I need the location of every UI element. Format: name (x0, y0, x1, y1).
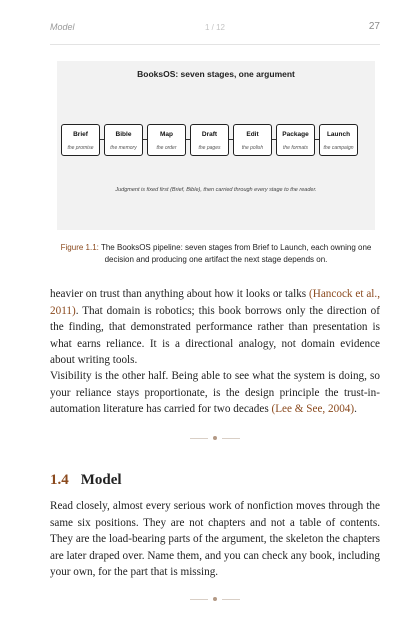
ornament-line (190, 438, 208, 439)
citation-link[interactable]: (Lee & See, 2004) (271, 403, 355, 415)
section-heading (50, 472, 122, 489)
paragraph-text: . (354, 403, 357, 415)
stage-name: Launch (326, 131, 351, 138)
body-paragraph: Read closely, almost every serious work of nonfiction moves through the same six positions. They are not chapters and not a table of contents. They are the load-bearing parts of the argument, the skeleton the chapters are later draped over. Name them, and you can check any book, including your own, for the part that is missing. (50, 500, 380, 578)
figure-label: Figure 1.1: (60, 243, 99, 252)
section-ornament (0, 595, 420, 604)
stage-name: Edit (246, 131, 259, 138)
stage-artifact: the campaign (323, 145, 354, 151)
body-paragraph (50, 368, 380, 418)
stage-map (147, 124, 186, 156)
stage-package (276, 124, 315, 156)
stage-edit (233, 124, 272, 156)
paragraph-text: . That domain is robotics; this book borrows only the direction of the finding, that demonstrated performance rather than presentation is what earns reliance. It is a directional analogy, not domain evidence about writing tools. (50, 304, 380, 366)
paragraph-text: heavier on trust than anything about how it looks or talks (50, 288, 310, 300)
stage-artifact: the memory (110, 145, 137, 151)
ornament-line (190, 599, 208, 600)
stage-name: Bible (115, 131, 132, 138)
page-number: 27 (368, 21, 380, 32)
citation-link[interactable]: (Hancock et al., 2011) (50, 288, 380, 317)
caption-text: The BooksOS pipeline: seven stages from Brief to Launch, each owning one decision and producing one artifact the next stage depends on. (98, 243, 372, 264)
figure-note: Judgment is fixed first (Brief, Bible), then carried through every stage to the reader. (115, 187, 317, 193)
stage-name: Package (282, 131, 309, 138)
stage-artifact: the formats (282, 145, 308, 151)
section-number: 1.4 (50, 472, 69, 488)
stage-name: Draft (201, 131, 218, 138)
running-header-title: Model (50, 22, 75, 32)
ornament-line (222, 599, 240, 600)
paragraph-text: Visibility is the other half. Being able to see what the system is doing, so your reliance stays proportionate, is the design principle the trust-in-automation literature has carried for two decades (50, 370, 380, 415)
stage-artifact: the promise (67, 145, 94, 151)
figure-pipeline (57, 61, 375, 230)
stage-name: Map (160, 131, 173, 138)
progress-indicator: 1 / 12 (204, 23, 225, 32)
stage-brief (61, 124, 100, 156)
body-paragraph (50, 286, 380, 369)
ornament-line (222, 438, 240, 439)
stage-draft (190, 124, 229, 156)
stage-artifact: the polish (241, 145, 264, 151)
figure-caption (57, 242, 375, 266)
stage-name: Brief (73, 131, 88, 138)
stage-artifact: the order (156, 145, 177, 151)
running-header (50, 22, 380, 36)
stage-bible (104, 124, 143, 156)
stage-artifact: the pages (198, 145, 221, 151)
ornament-dot (213, 597, 217, 601)
ornament-dot (213, 436, 217, 440)
stage-launch (319, 124, 358, 156)
figure-title: BooksOS: seven stages, one argument (137, 69, 295, 79)
section-title: Model (80, 472, 122, 488)
section-ornament (0, 434, 420, 443)
header-rule (50, 44, 380, 45)
